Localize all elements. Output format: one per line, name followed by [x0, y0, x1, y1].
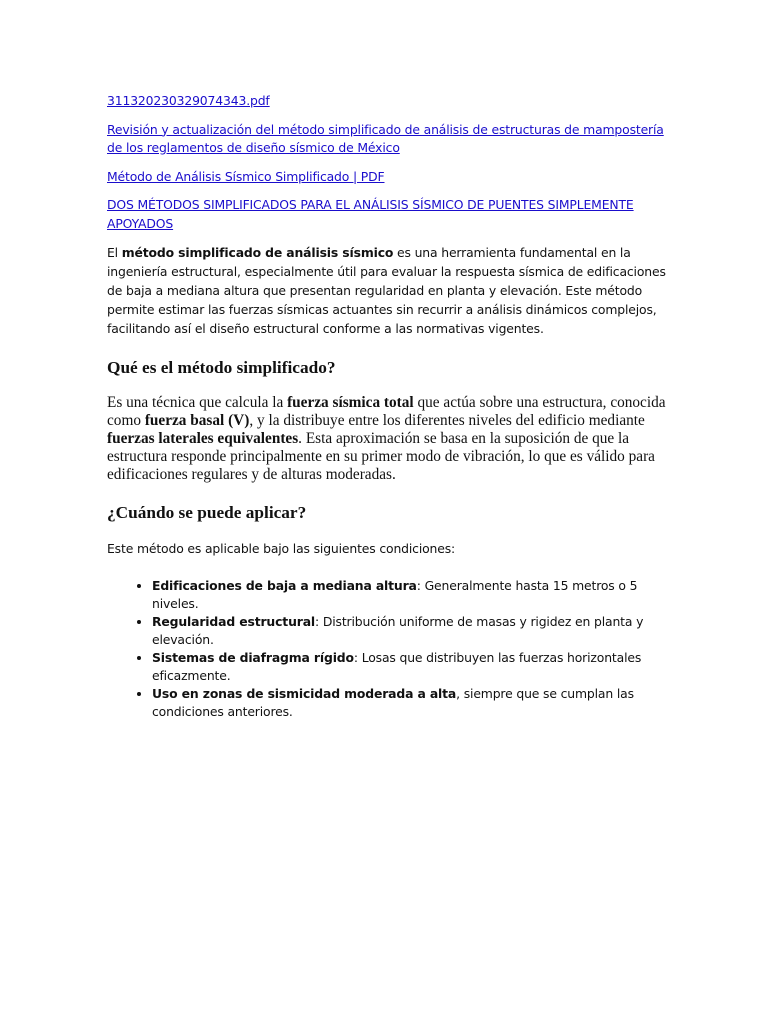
list-item-text: : Distribución uniforme de masas y rigidez en planta y elevación. [152, 614, 644, 647]
list-item [152, 613, 668, 649]
section1-text-2: que actúa sobre una estructura, conocida como [107, 394, 666, 429]
section2-heading: ¿Cuándo se puede aplicar? [107, 503, 307, 522]
list-item [152, 649, 668, 685]
list-item-bold: Uso en zonas de sismicidad moderada a alta [152, 686, 457, 701]
link-revision-metodo[interactable]: Revisión y actualización del método simplificado de análisis de estructuras de mampostería de los reglamentos de diseño sísmico de México [107, 121, 664, 155]
intro-bold: método simplificado de análisis sísmico [121, 245, 394, 260]
section1-text-4: . Esta aproximación se basa en la suposición de que la estructura responde principalmente en su primer modo de vibración, lo que es válido para edificaciones regulares y de alturas moderadas. [107, 430, 655, 483]
list-item-bold: Regularidad estructural [152, 614, 316, 629]
section1-heading: Qué es el método simplificado? [107, 358, 336, 377]
link-dos-metodos-puentes[interactable]: DOS MÉTODOS SIMPLIFICADOS PARA EL ANÁLISIS SÍSMICO DE PUENTES SIMPLEMENTE APOYADOS [107, 197, 634, 231]
intro-prefix: El [107, 245, 122, 260]
link-metodo-analisis-pdf[interactable]: Método de Análisis Sísmico Simplificado | PDF [107, 168, 385, 184]
intro-rest: es una herramienta fundamental en la ingeniería estructural, especialmente útil para evaluar la respuesta sísmica de edificaciones de baja a mediana altura que presentan regularidad en planta y elevación. Este método permite estimar las fuerzas sísmicas actuantes sin recurrir a análisis dinámicos complejos, facilitando así el diseño estructural conforme a las normativas vigentes. [107, 245, 666, 336]
list-item-text: : Generalmente hasta 15 metros o 5 niveles. [152, 578, 638, 611]
list-item-bold: Edificaciones de baja a mediana altura [152, 578, 417, 593]
section2-lead: Este método es aplicable bajo las siguientes condiciones: [107, 541, 456, 556]
list-item-bold: Sistemas de diafragma rígido [152, 650, 354, 665]
section1-text-1: Es una técnica que calcula la [107, 394, 288, 411]
list-item [152, 685, 668, 721]
link-pdf-file[interactable]: 311320230329074343.pdf [107, 93, 270, 108]
section1-text-3: , y la distribuye entre los diferentes niveles del edificio mediante [249, 412, 645, 429]
section1-bold-1: fuerza sísmica total [287, 394, 414, 411]
section1-paragraph [107, 394, 668, 484]
conditions-list [107, 577, 668, 721]
list-item [152, 577, 668, 613]
list-item-text: : Losas que distribuyen las fuerzas horizontales eficazmente. [152, 650, 642, 683]
section1-bold-2: fuerza basal (V) [144, 412, 250, 429]
list-item-text: , siempre que se cumplan las condiciones anteriores. [152, 686, 634, 719]
intro-paragraph [107, 243, 668, 338]
section1-bold-3: fuerzas laterales equivalentes [107, 430, 299, 447]
